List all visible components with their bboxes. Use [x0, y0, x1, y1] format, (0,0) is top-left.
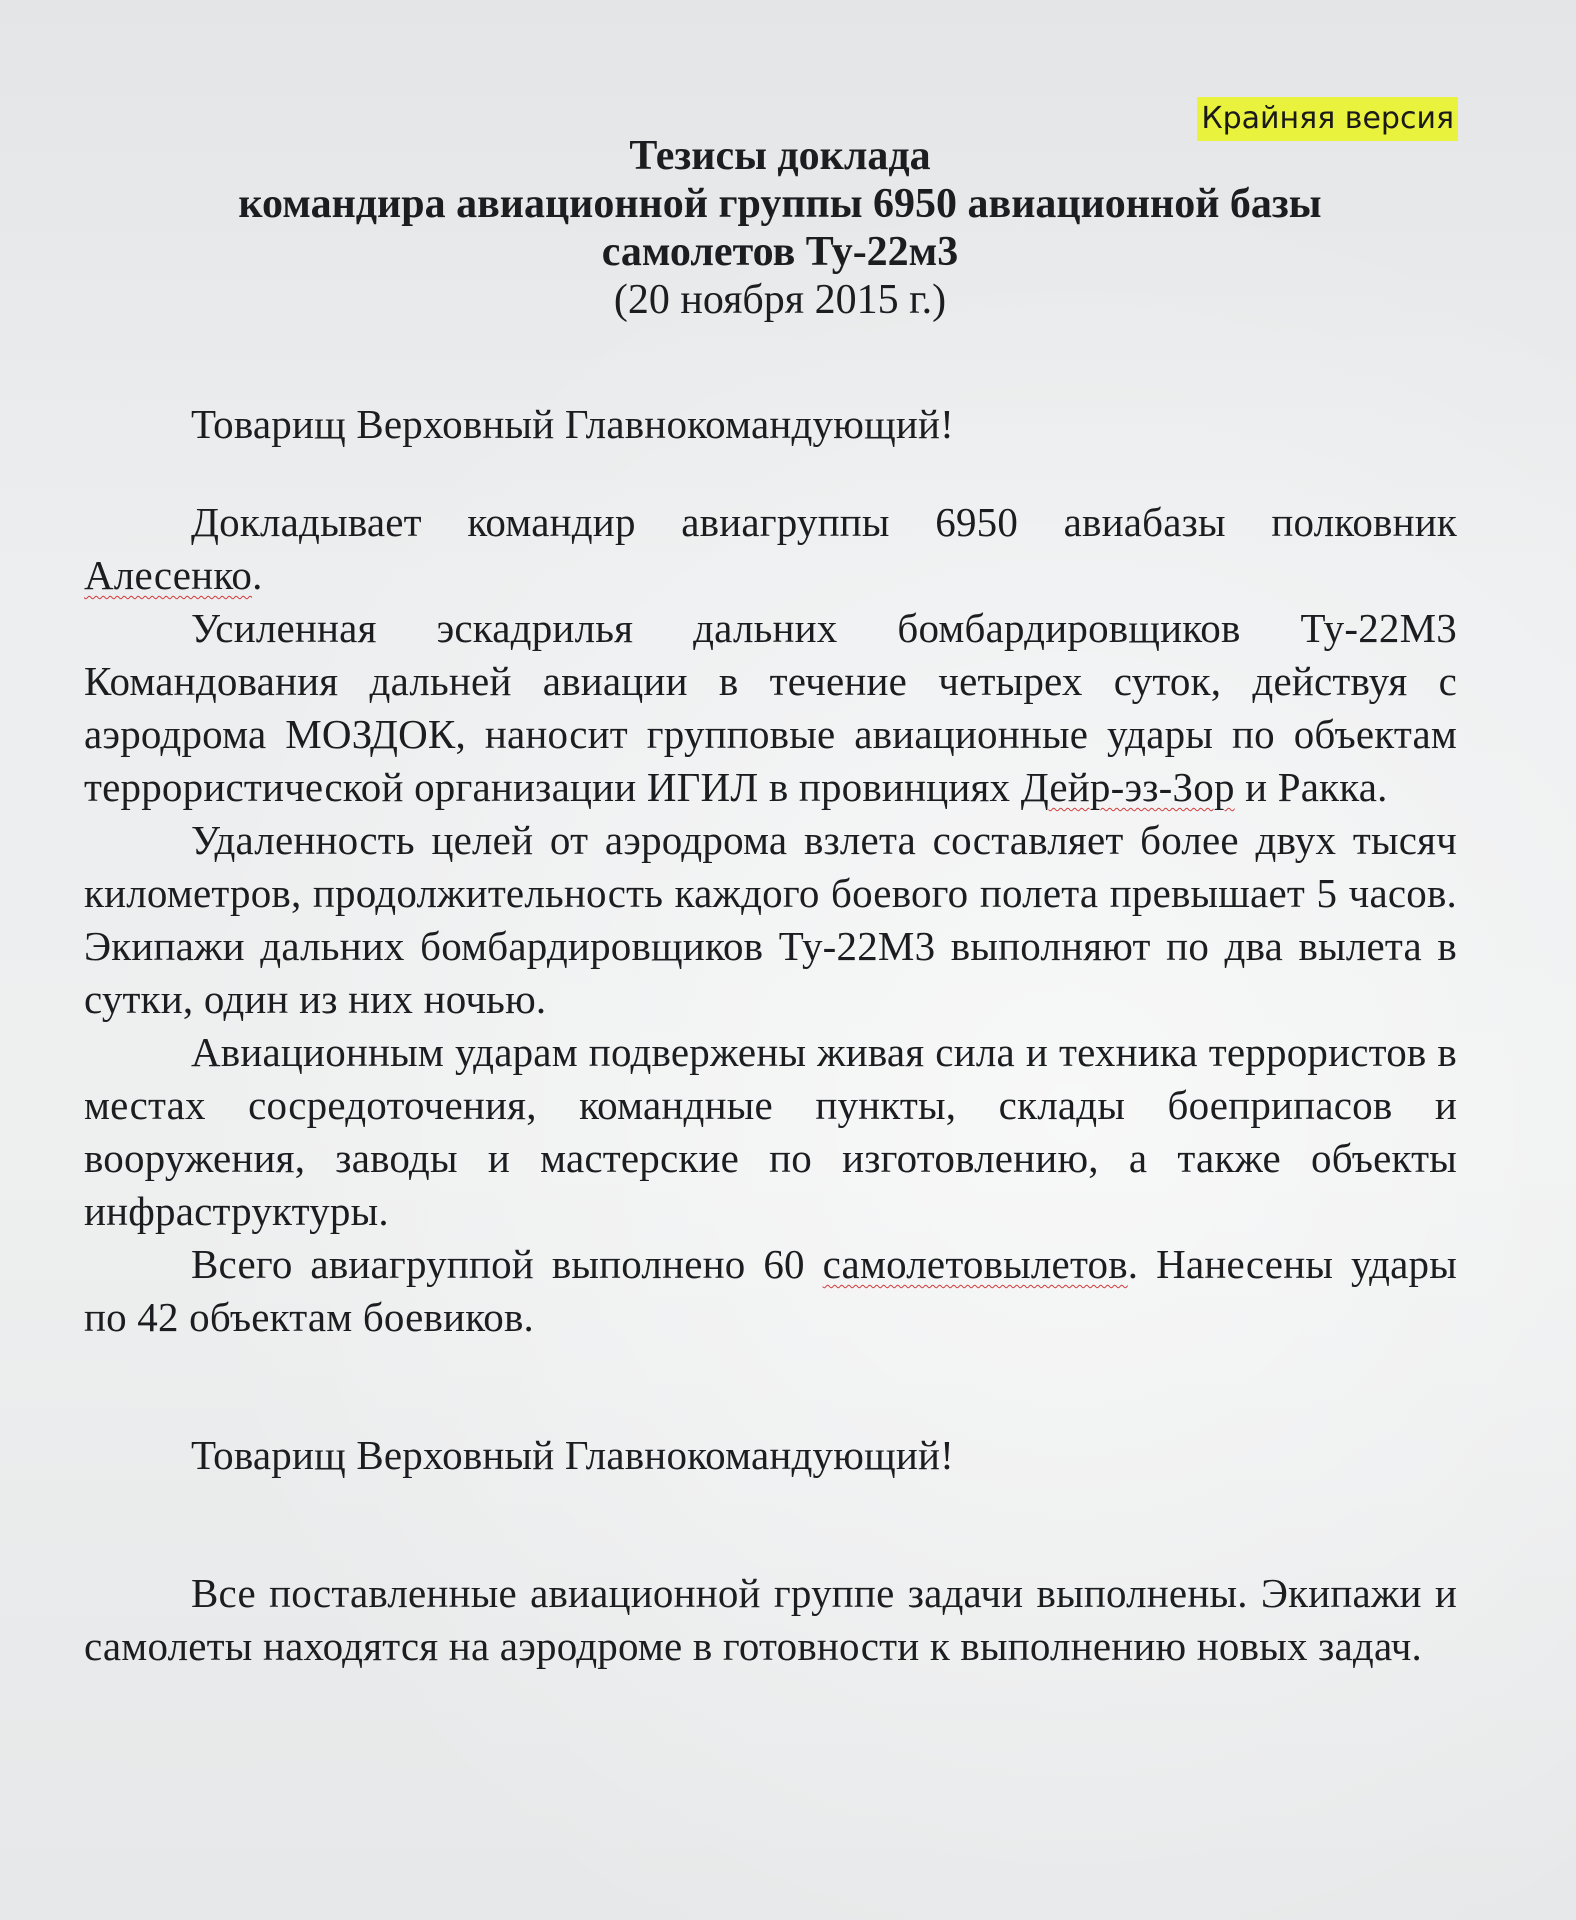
title-line-3: самолетов Ту-22м3 — [601, 229, 959, 275]
version-highlight-label: Крайняя версия — [1197, 97, 1458, 141]
paragraph-targets: Авиационным ударам подвержены живая сила и техника террористов в местах сосредоточения, командные пункты, склады боеприпасов и вооружения, заводы и мастерские по изготовлению, а также объекты инфраструктуры. — [84, 1029, 1457, 1234]
paragraph-text: . — [252, 552, 263, 598]
paragraph-conclusion: Все поставленные авиационной группе задачи выполнены. Экипажи и самолеты находятся на аэродроме в готовности к выполнению новых задач. — [84, 1570, 1457, 1669]
paragraph-text: и Ракка. — [1234, 764, 1388, 810]
spellcheck-word-name: Алесенко — [84, 552, 253, 598]
document-title-block — [80, 132, 1480, 324]
paragraph-totals — [84, 1238, 1457, 1344]
title-line-2: командира авиационной группы 6950 авиационной базы — [238, 181, 1322, 227]
spellcheck-word-place: Дейр-эз-Зор — [1020, 764, 1235, 810]
salutation-opening: Товарищ Верховный Главнокомандующий! — [191, 401, 954, 447]
paragraph-text: Усиленная эскадрилья дальних бомбардировщиков Ту-22М3 Командования дальней авиации в течение четырех суток, действуя с аэродрома МОЗДОК, наносит групповые авиационные удары по объектам террористической организации ИГИЛ в провинциях — [84, 605, 1457, 810]
title-line-1: Тезисы доклада — [629, 133, 931, 179]
paragraph-distance: Удаленность целей от аэродрома взлета составляет более двух тысяч километров, продолжительность каждого боевого полета превышает 5 часов. Экипажи дальних бомбардировщиков Ту-22М3 выполняют по два вылета в сутки, один из них ночью. — [84, 817, 1457, 1022]
salutation-closing: Товарищ Верховный Главнокомандующий! — [191, 1432, 954, 1478]
paragraph-report-intro — [84, 496, 1457, 602]
paragraph-text: Докладывает командир авиагруппы 6950 авиабазы полковник — [191, 499, 1457, 545]
title-date: (20 ноября 2015 г.) — [613, 277, 947, 323]
spellcheck-word-sorties: самолетовылетов — [822, 1241, 1128, 1287]
paragraph-squadron — [84, 602, 1457, 814]
paragraph-text: Всего авиагруппой выполнено 60 — [191, 1241, 823, 1287]
paragraph-text: . Нанесены удары по 42 объектам боевиков. — [84, 1241, 1458, 1340]
document-body — [84, 398, 1457, 1673]
